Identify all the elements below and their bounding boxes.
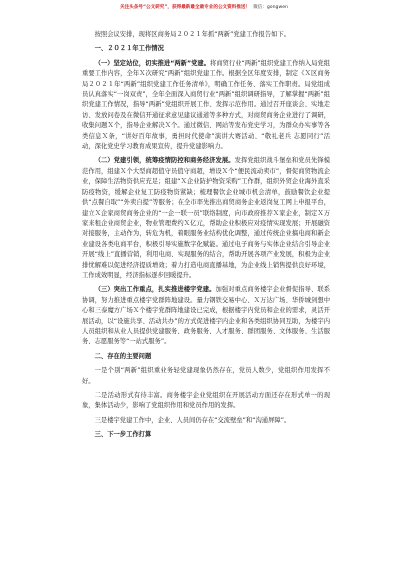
subsection-1-body: 将商贸行业“两新”组织党建工作纳入局党组重要工作内容，全年Ｘ次研究“两新”组织党建工作。根据全区年度安排，制定《Ｘ区商务局２０２１年“两新”组织党建工作任务清单》，明确工作任务、落实工作职责。局党组成员认真落实“一岗双责”，全年全面深入商贸行业“两新”组织调研指导，了解掌握“两新”组织党建工作情况，指导“两新”党组织开展工作、发挥示范作用。通过召开座谈会、实地走访、发放问卷及在微信开通征求意见建议通道等多种方式，对商贸商务企业进行了调研，收集问题Ｘ个，指导企业解决Ｘ个。通过微信、网站等发布党史学习，为群众办实事等各类信息Ｘ条，“讲好百年故事，勇担时代使命”演讲大赛活动、“敬礼老兵 志愿同行”活动，深化党史学习教育成果宣传，提升党建影响力。	[82, 59, 331, 151]
banner-note: 微信：gongwen	[253, 4, 288, 10]
intro-paragraph: 按照会议安排，现将区商务局２０２１年抓“两新”党建工作报告如下。	[94, 31, 291, 38]
subsection-2-body: 发挥党组织战斗堡垒和党员先锋模范作用，组建Ｘ个大型商超值守员值守商超，增设Ｘ个“便民流动卖市”，督促商贸物流企业，保障生活物资供应充足；组建“Ｘ企业防护物资采购”工作群，组织外贸企业海外直采防疫物资，缓解企业复工防疫物资紧缺；梳理餐饮企业城市机会清单，鼓励餐饮企业提供“点餐自取”“外卖自提”等服务；在全市率先推出商贸商务企业返岗复工网上申报平台，建立Ｘ企家商贸商务企业的“一企一联一员”联络制度，向市政府推荐Ｘ家企业，制定Ｘ万家来租企业商贸企业，物业管理费约Ｘ亿元，帮助企业积极应对疫情实现发展；开展融资对接服务，主动作为，转危为机，着眼服务业结构优化调整，通过传统企业搞电商和新企业建设各类电商平台，积极引导实施数字化赋能。通过电子商务与实体企业结合引导企业开展“线上”直播营销，利用电商、实现服务的结合，帮助开展各项产业发展，积极为企业排忧解难以促进经济提质增效；着力打造电商直播基地，为企业线上销售提供良好环境，工作成效明显，经济指标逐步回暖提升。	[82, 157, 331, 279]
document-body	[82, 30, 330, 445]
subsection-1-title: （一）坚定站位，切实推进“两新”党建。	[94, 59, 211, 67]
problem-2: 二是活动形式有待丰富。商务楼宇企业党组织在开展活动方面还存在形式单一的现象，集体活动少，影响了党组织作用和党员作用的发挥。	[82, 392, 330, 410]
subsection-2	[82, 156, 330, 281]
subsection-3-body: 加强对重点商务楼宇企业督促指导、联系协调，努力推进重点楼宇党群阵地建设。量力钢铁交易中心、Ｘ万达广场、华侨城剑想中心和三泰魔方广场Ｘ个楼宇党群阵地建设已完成，根据楼宇内党员和企业的需求，灵活开展活动，以“设施共享、活动共办”的方式促进楼宇内企业和各类组织协同互助，为楼宇内人员组织和从业人员提供党建服务、政务服务、人才服务、群团服务、文体服务、生活服务、志愿服务等“一站式服务”。	[82, 286, 331, 346]
top-banner	[0, 0, 408, 13]
banner-text: 关注头条号“公文研究”，获得最新最全最专业的公文资料推送！	[120, 4, 251, 10]
subsection-3-title: （三）突出工作重点，扎实推进楼宇党建。	[94, 286, 216, 294]
problem-1: 一是个别“两新”组织重业务轻党建现象仍然存在，党员人数少，党组织作用发挥不好。	[82, 367, 330, 385]
subsection-2-title: （二）党建引领，统筹疫情防控和商务经济发展。	[94, 157, 235, 165]
subsection-3	[82, 285, 330, 347]
section-heading-1: 一、２０２１年工作情况	[94, 45, 164, 53]
section-heading-3: 三、下一步工作打算	[94, 431, 152, 439]
section-heading-2: 二、存在的主要问题	[94, 352, 152, 360]
subsection-1	[82, 59, 330, 153]
problem-3: 三是楼宇党建工作中，企业、人员间仍存在“交流壁垒”和“沟通屏障”。	[94, 416, 291, 424]
